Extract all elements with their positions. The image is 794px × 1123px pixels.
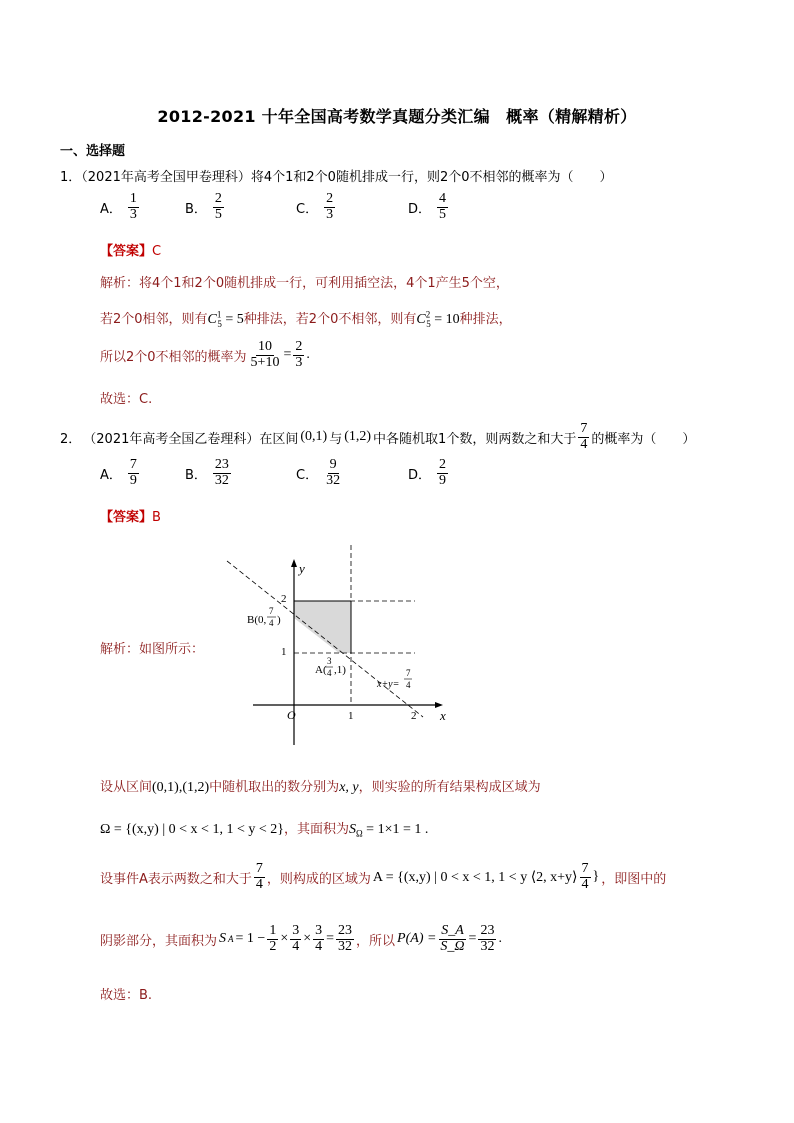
- option-label: B．: [185, 201, 207, 217]
- point-b-close: ): [277, 614, 281, 626]
- option-fraction: $\frac{2}{3}$: [326, 191, 334, 222]
- q1-option-d[interactable]: [408, 192, 448, 222]
- page-title: 2012-2021 十年全国高考数学真题分类汇编 概率（精解精析）: [157, 107, 637, 126]
- point-a-den: 4: [327, 668, 332, 678]
- q2-option-b[interactable]: [185, 458, 231, 488]
- y-axis-label: y: [299, 561, 305, 576]
- q1-solution-line2: 若2个0相邻，则有$C^1_5 = 5$种排法，若2个0不相邻，则有$C^2_5 = 10$种排法，: [100, 309, 512, 329]
- option-fraction: $\frac{23}{32}$: [214, 457, 229, 488]
- point-a-num: 3: [327, 656, 332, 666]
- q1-option-c[interactable]: [296, 192, 335, 222]
- option-fraction: $\frac{4}{5}$: [439, 191, 447, 222]
- q1-answer: 【答案】C: [100, 244, 162, 259]
- x-tick-2: 2: [411, 710, 417, 722]
- option-label: B．: [185, 467, 207, 483]
- q2-option-c[interactable]: [296, 458, 342, 488]
- q1-solution-line3: 所以2个0不相邻的概率为 $\frac{10}{5+10}$ = $\frac{2}{3}$ .: [100, 339, 310, 370]
- option-fraction: $\frac{1}{3}$: [129, 191, 137, 222]
- y-axis-arrow: [291, 559, 297, 567]
- section-heading: 一、选择题: [60, 144, 126, 159]
- q2-solution-line3: 设事件A表示两数之和大于 $\frac{7}{4}$ ，则构成的区域为 A = {(x,y) | 0 < x < 1, 1 < y ⟨2, x+y⟩ $\frac{7}{4}$ } ，即图中的: [100, 861, 667, 892]
- line-label: x+y=: [377, 679, 400, 690]
- point-a-close: ,1): [334, 664, 346, 676]
- option-label: D．: [408, 201, 432, 217]
- q2-answer: 【答案】B: [100, 510, 161, 525]
- y-tick-1: 1: [281, 646, 287, 658]
- option-fraction: $\frac{7}{9}$: [129, 457, 137, 488]
- q2-solution-line5: 故选：B.: [100, 988, 153, 1003]
- q2-solution-line4: 阴影部分，其面积为 S A = 1 − $\frac{1}{2}$ × $\frac{3}{4}$ × $\frac{3}{4}$ = $\frac{23}{32}$ ，所以 P(A) = $\frac{S\_A}{S\_\Omega}$ = $\frac{23}{32}$ .: [100, 923, 502, 954]
- option-label: C．: [296, 201, 319, 217]
- q2-solution-line1: 设从区间(0,1),(1,2)中随机取出的数分别为x, y，则实验的所有结果构成区域为: [100, 780, 541, 795]
- q2-solution-line2: Ω = {(x,y) | 0 < x < 1, 1 < y < 2}，其面积为$S_\Omega = 1\times 1 = 1$ .: [100, 822, 429, 839]
- question-number: 1．: [60, 170, 82, 185]
- question-2: 2． （2021年高考全国乙卷理科）在区间 (0,1) 与 (1,2) 中各随机取1个数，则两数之和大于 $\frac{7}{4}$ 的概率为（ ）: [60, 421, 696, 452]
- question-number: 2．: [60, 431, 82, 447]
- point-b-den: 4: [269, 618, 274, 628]
- question-text: （2021年高考全国甲卷理科）将4个1和2个0随机排成一行，则2个0不相邻的概率为（ ）: [81, 170, 613, 185]
- option-label: A．: [100, 467, 122, 483]
- q2-option-d[interactable]: [408, 458, 448, 488]
- line-label-den: 4: [406, 680, 411, 690]
- q1-solution-line1: 解析：将4个1和2个0随机排成一行，可利用插空法，4个1产生5个空，: [100, 276, 509, 291]
- y-tick-2: 2: [281, 593, 287, 605]
- q2-option-a[interactable]: [100, 458, 139, 488]
- line-label-num: 7: [406, 668, 411, 678]
- option-label: C．: [296, 467, 319, 483]
- option-fraction: $\frac{2}{5}$: [214, 191, 222, 222]
- q1-solution-line4: 故选：C.: [100, 392, 153, 407]
- probability-region-figure: [225, 545, 455, 745]
- shaded-region: [294, 601, 351, 653]
- origin-label: O: [287, 708, 296, 722]
- option-label: D．: [408, 467, 432, 483]
- point-b-num: 7: [269, 606, 274, 616]
- point-a-label: A(: [315, 664, 327, 676]
- question-1: [60, 166, 613, 185]
- q1-option-b[interactable]: [185, 192, 224, 222]
- option-fraction: $\frac{9}{32}$: [326, 457, 341, 488]
- option-fraction: $\frac{2}{9}$: [439, 457, 447, 488]
- q2-figure-caption: 解析：如图所示：: [100, 642, 205, 657]
- q1-option-a[interactable]: [100, 192, 139, 222]
- x-tick-1: 1: [348, 710, 354, 722]
- option-label: A．: [100, 201, 122, 217]
- x-axis-label: x: [440, 708, 446, 723]
- point-b-label: B(0,: [247, 614, 267, 626]
